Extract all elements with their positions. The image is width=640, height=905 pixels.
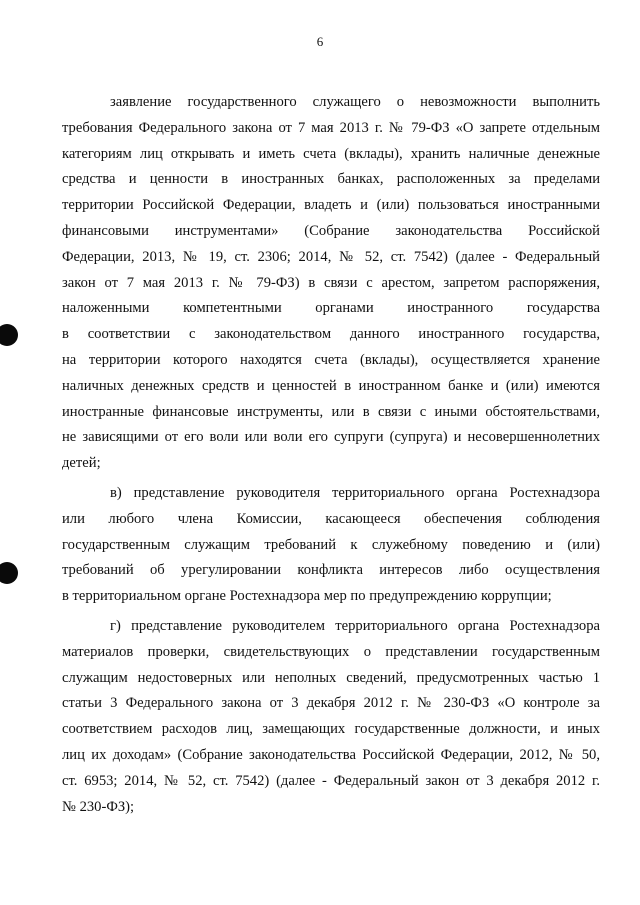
text-line: г) представление руководителем территориального органа Ростехнадзора: [110, 617, 600, 634]
text-line: в) представление руководителя территориального органа Ростехнадзора: [110, 484, 600, 501]
text-line: детей;: [62, 455, 101, 472]
punch-hole: [0, 562, 18, 584]
text-line: в соответствии с законодательством данного иностранного государства,: [62, 326, 600, 343]
text-line: заявление государственного служащего о невозможности выполнить: [110, 94, 600, 110]
text-line: категориям лиц открывать и иметь счета (вклады), хранить наличные денежные: [62, 145, 600, 162]
paragraph-item-v: [62, 481, 600, 610]
text-line: служащим недостоверных или неполных сведений, предусмотренных частью 1: [62, 669, 600, 686]
body-text: [62, 90, 600, 820]
page-number: 6: [316, 34, 324, 49]
text-line: материалов проверки, свидетельствующих о представлении государственным: [62, 643, 600, 660]
text-line: финансовыми инструментами» (Собрание законодательства Российской: [62, 222, 600, 239]
text-line: наложенными компетентными органами иностранного государства: [62, 300, 600, 317]
text-line: требования Федерального закона от 7 мая 2013 г. № 79-ФЗ «О запрете отдельным: [62, 119, 600, 136]
text-line: ст. 6953; 2014, № 52, ст. 7542) (далее - Федеральный закон от 3 декабря 2012 г.: [62, 772, 600, 789]
text-line: лиц их доходам» (Собрание законодательства Российской Федерации, 2012, № 50,: [62, 746, 600, 763]
paragraph-item-g: [62, 614, 600, 820]
punch-hole: [0, 324, 18, 346]
text-line: наличных денежных средств и ценностей в иностранном банке и (или) имеются: [62, 377, 600, 394]
text-line: средства и ценности в иностранных банках, расположенных за пределами: [62, 171, 600, 188]
text-line: № 230-ФЗ);: [62, 798, 135, 815]
paragraph-statement: [62, 90, 600, 477]
text-line: государственным служащим требований к служебному поведению и (или): [62, 536, 600, 553]
text-line: иностранные финансовые инструменты, или в связи с иными обстоятельствами,: [62, 403, 600, 420]
text-line: на территории которого находятся счета (вклады), осуществляется хранение: [62, 351, 600, 368]
text-line: не зависящими от его воли или воли его супруги (супруга) и несовершеннолетних: [62, 429, 600, 446]
text-line: требований об урегулировании конфликта интересов либо осуществления: [62, 562, 600, 579]
text-line: закон от 7 мая 2013 г. № 79-ФЗ) в связи с арестом, запретом распоряжения,: [62, 274, 600, 291]
text-line: в территориальном органе Ростехнадзора мер по предупреждению коррупции;: [62, 588, 552, 605]
text-line: соответствием расходов лиц, замещающих государственные должности, и иных: [62, 721, 600, 738]
text-line: Федерации, 2013, № 19, ст. 2306; 2014, № 52, ст. 7542) (далее - Федеральный: [62, 248, 600, 265]
text-line: территории Российской Федерации, владеть и (или) пользоваться иностранными: [62, 197, 600, 214]
text-line: или любого члена Комиссии, касающееся обеспечения соблюдения: [62, 510, 600, 527]
text-line: статьи 3 Федерального закона от 3 декабря 2012 г. № 230-ФЗ «О контроле за: [62, 695, 600, 712]
